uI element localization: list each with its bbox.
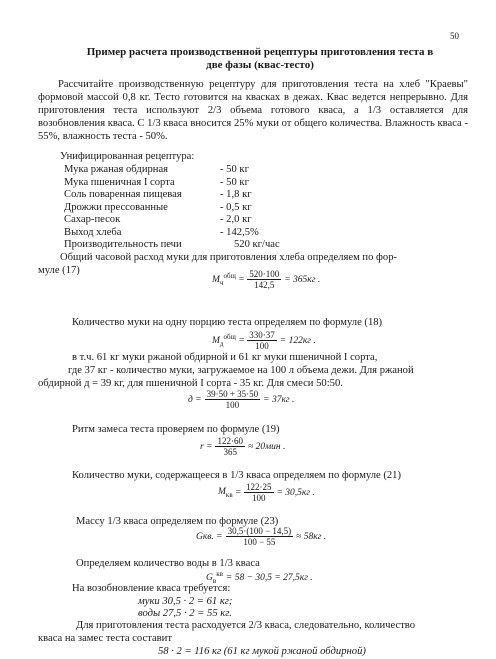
- formula-17: $M_ч^{общ}$ = $\frac{520\cdot 100}{142,5}$ = 365кг .: [212, 269, 321, 290]
- paragraph-flour-consumption-cont: муле (17): [38, 265, 80, 276]
- recipe-value: - 1,8 кг: [220, 189, 252, 200]
- recipe-header: Унифицированная рецептура:: [60, 151, 195, 162]
- paragraph-kvass-mass: Массу 1/3 кваса определяем по формуле (23): [76, 516, 279, 527]
- paragraph-water: Определяем количество воды в 1/3 кваса: [76, 558, 260, 569]
- recipe-name: Производительность печи: [64, 239, 182, 250]
- recipe-value: - 142,5%: [220, 226, 259, 238]
- recipe-name: Сахар-песок: [64, 214, 121, 225]
- page-number: 50: [450, 31, 459, 41]
- fraction: $\frac{330\cdot 37}{100}$: [249, 330, 275, 351]
- recipe-name: Мука ржаная обдирная: [64, 164, 169, 175]
- document-title: [60, 46, 460, 72]
- formula-23: Gкв. = $\frac{30,5\cdot(100 - 14,5)}{100 - 55}$ ≈ 58кг .: [196, 526, 327, 547]
- fraction: $\frac{122\cdot 25}{100}$: [246, 482, 272, 503]
- renewal-flour: муки 30,5 · 2 = 61 кг;: [138, 596, 233, 607]
- fraction: $\frac{122\cdot 60}{365}$: [217, 436, 243, 457]
- recipe-value: - 2,0 кг: [220, 214, 252, 225]
- recipe-name: Мука пшеничная I сорта: [64, 176, 175, 188]
- paragraph-renewal: На возобновление кваса требуется:: [72, 583, 231, 594]
- formula-19: r = $\frac{122\cdot 60}{365}$ ≈ 20мин .: [200, 436, 286, 457]
- paragraph-flour-in-kvass: Количество муки, содержащееся в 1/3 кваса определяем по формуле (21): [72, 470, 402, 481]
- formula-mix: д = $\frac{39\cdot 50 + 35\cdot 50}{100}$ = 37кг .: [188, 389, 295, 410]
- paragraph-portion: Количество муки на одну порцию теста определяем по формуле (18): [72, 317, 383, 328]
- formula-21: $M_{кв}$ = $\frac{122\cdot 25}{100}$ = 30,5кг .: [218, 482, 315, 503]
- recipe-name: Дрожжи прессованные: [64, 201, 168, 213]
- fraction: $\frac{30,5\cdot(100 - 14,5)}{100 - 55}$: [227, 526, 292, 547]
- formula-water: $G_в^{кв}$ = 58 − 30,5 = 27,5кг .: [206, 570, 313, 586]
- recipe-name: Соль поваренная пищевая: [64, 189, 182, 200]
- renewal-water: воды 27,5 · 2 = 55 кг.: [138, 608, 232, 619]
- recipe-value: - 0,5 кг: [220, 201, 252, 213]
- recipe-name: Выход хлеба: [64, 226, 122, 238]
- formula-18: $M_д^{общ}$ = $\frac{330\cdot 37}{100}$ = 122кг .: [212, 330, 316, 351]
- paragraph-dough: Для приготовления теста расходуется 2/3 кваса, следовательно, количество: [76, 620, 416, 631]
- fraction: $\frac{39\cdot 50 + 35\cdot 50}{100}$: [206, 389, 259, 410]
- paragraph-flour-split-2: где 37 кг - количество муки, загружаемое на 100 л объема дежи. Для ржаной: [68, 365, 414, 376]
- recipe-value: 520 кг/час: [234, 239, 280, 250]
- title-line-2: две фазы (квас-тесто): [206, 59, 314, 71]
- paragraph-dough-cont: кваса на замес теста составит: [38, 633, 172, 644]
- title-line-1: Пример расчета производственной рецептуры приготовления теста в: [86, 46, 434, 58]
- paragraph-flour-split-3: обдирной д = 39 кг, для пшеничной I сорта - 35 кг. Для смеси 50:50.: [38, 378, 343, 389]
- intro-paragraph: Рассчитайте производственную рецептуру для приготовления теста на хлеб "Краевы" формовой массой 0,8 кг. Тесто готовится на квасках в дежах. Квас ведется непрерывно. Для приготовления теста используют 2/3 объема готового кваса, а 1/3 оставляется для возобновления кваса. С 1/3 кваса вносится 25% муки от общего количества. Влажность кваса - 55%, влажность теста - 50%.: [38, 79, 468, 142]
- paragraph-flour-consumption: Общий часовой расход муки для приготовления хлеба определяем по фор-: [60, 252, 398, 263]
- fraction: $\frac{520\cdot 100}{142,5}$: [249, 269, 280, 290]
- final-calculation: 58 · 2 = 116 кг (61 кг мукой ржаной обдирной): [158, 646, 366, 657]
- paragraph-rhythm: Ритм замеса теста проверяем по формуле (19): [72, 424, 280, 435]
- recipe-value: - 50 кг: [220, 176, 249, 188]
- recipe-value: - 50 кг: [220, 164, 249, 175]
- paragraph-flour-split: в т.ч. 61 кг муки ржаной обдирной и 61 кг муки пшеничной I сорта,: [72, 352, 378, 363]
